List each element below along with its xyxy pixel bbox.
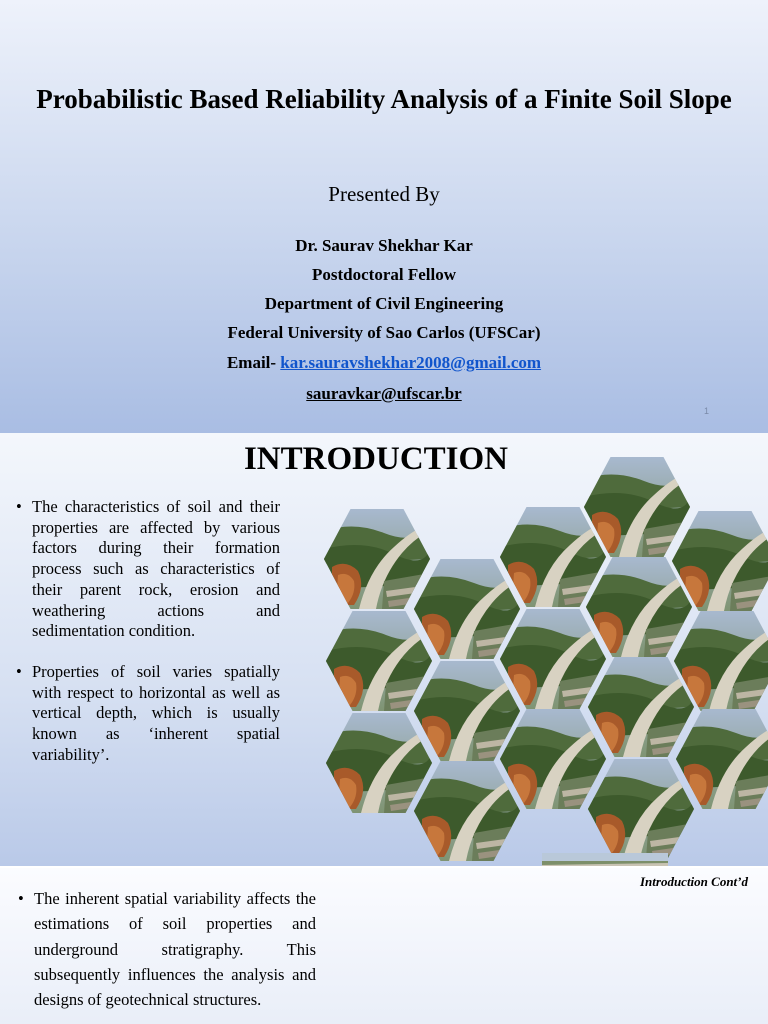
landslide-photo-hex: [414, 761, 520, 861]
email-label: Email-: [226, 353, 277, 372]
landslide-photo-hex: [588, 657, 694, 757]
introduction-contd-slide: [0, 868, 768, 1024]
bullet-point: • The characteristics of soil and their properties are affected by various factors during their formation process such as characteristics of their parent rock, erosion and weathering actions and sedimentation condition.: [14, 497, 280, 642]
page-number: 1: [704, 406, 710, 416]
bullet-point: • The inherent spatial variability affects the estimations of soil properties and underground stratigraphy. This subsequently influences the analysis and designs of geotechnical structures.: [18, 886, 316, 1012]
landslide-photo-hex: [584, 457, 690, 557]
email-line: [0, 353, 768, 373]
landslide-photo-strip: [542, 853, 668, 866]
introduction-slide: [0, 433, 768, 866]
landslide-photo-hex: [586, 557, 692, 657]
author-position: Postdoctoral Fellow: [312, 265, 456, 284]
landslide-photo-hex: [500, 709, 606, 809]
landslide-photo-hex: [500, 507, 606, 607]
landslide-photo-hex: [324, 509, 430, 609]
landslide-photo-hex: [676, 709, 768, 809]
email-link-gmail[interactable]: kar.sauravshekhar2008@gmail.com: [280, 353, 542, 372]
slide-header: Introduction Cont’d: [639, 874, 748, 889]
landslide-photo-hex: [414, 661, 520, 761]
landslide-image-collage: [320, 453, 768, 863]
introduction-bullets: [14, 497, 280, 785]
author-name: Dr. Saurav Shekhar Kar: [295, 236, 473, 255]
bullet-point: • Properties of soil varies spatially with respect to horizontal as well as vertical depth, which is usually known as ‘inherent spatial variability’.: [14, 662, 280, 766]
contd-bullets: [18, 886, 316, 1012]
author-university: Federal University of Sao Carlos (UFSCar): [227, 323, 541, 342]
landslide-photo-hex: [500, 609, 606, 709]
landslide-photo-hex: [672, 511, 768, 611]
landslide-photo-hex: [326, 611, 432, 711]
landslide-photo-hex: [588, 759, 694, 859]
introduction-heading: INTRODUCTION: [243, 441, 509, 477]
presentation-title: Probabilistic Based Reliability Analysis of a Finite Soil Slope: [36, 84, 732, 114]
email-link-ufscar[interactable]: sauravkar@ufscar.br: [306, 384, 462, 403]
landslide-photo-hex: [326, 713, 432, 813]
author-department: Department of Civil Engineering: [264, 294, 504, 313]
presented-by: Presented By: [328, 182, 440, 206]
title-slide: [0, 0, 768, 433]
email-line-2: [0, 384, 768, 404]
landslide-photo-hex: [414, 559, 520, 659]
